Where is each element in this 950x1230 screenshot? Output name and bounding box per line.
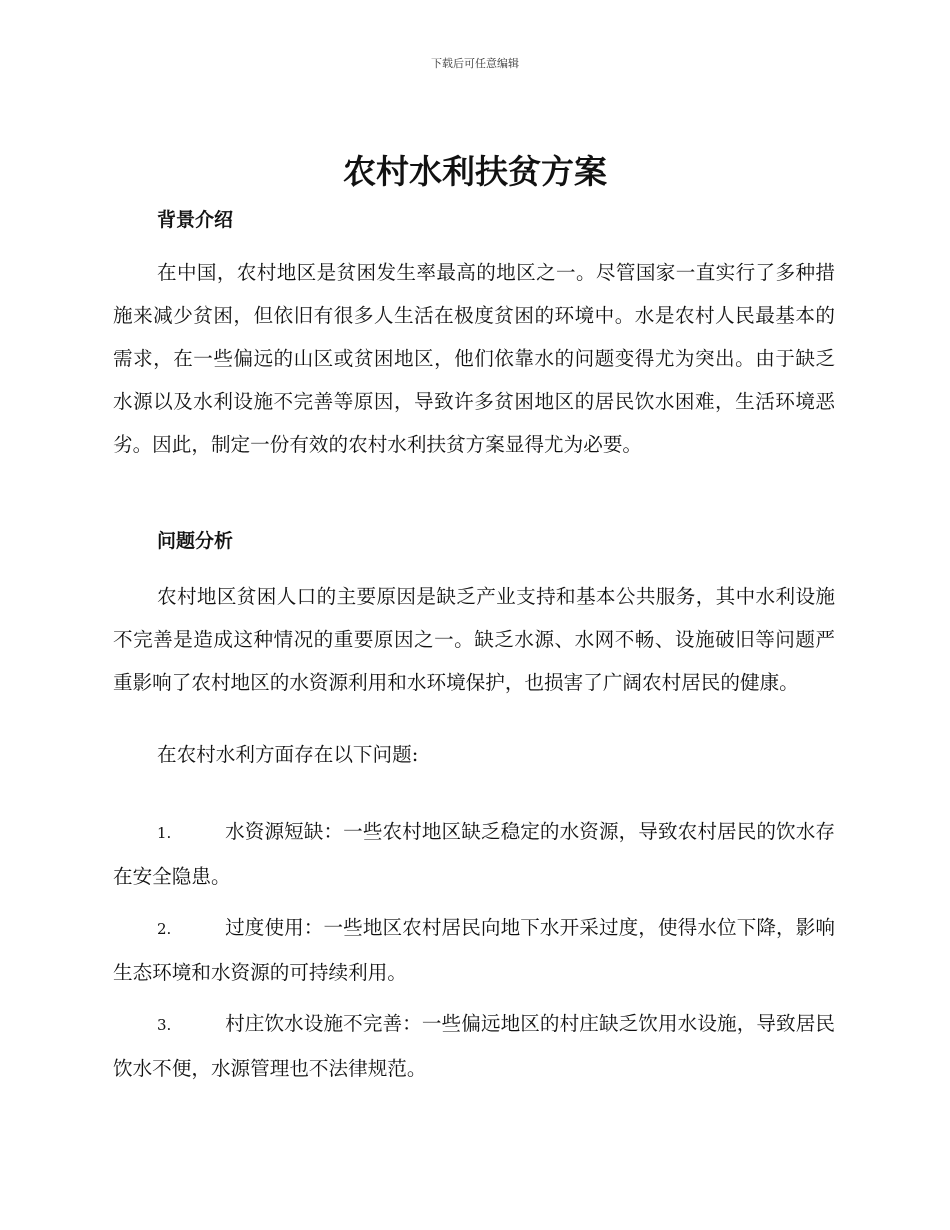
list-item-text: 水资源短缺：一些农村地区缺乏稳定的水资源，导致农村居民的饮水存在安全隐患。 [113,820,835,888]
list-item-number: 1. [157,824,172,842]
list-item [113,1002,835,1090]
header-note: 下载后可任意编辑 [431,57,519,70]
list-item [113,810,835,898]
section-heading-background: 背景介绍 [157,209,234,231]
paragraph-analysis: 农村地区贫困人口的主要原因是缺乏产业支持和基本公共服务，其中水利设施不完善是造成这种情况的重要原因之一。缺乏水源、水网不畅、设施破旧等问题严重影响了农村地区的水资源利用和水环境保护，也损害了广阔农村居民的健康。 [113,585,835,694]
list-item-text: 过度使用：一些地区农村居民向地下水开采过度，使得水位下降，影响生态环境和水资源的可持续利用。 [113,916,835,984]
list-item [113,906,835,994]
paragraph-list-intro: 在农村水利方面存在以下问题: [157,743,419,766]
paragraph-background: 在中国，农村地区是贫困发生率最高的地区之一。尽管国家一直实行了多种措施来减少贫困，但依旧有很多人生活在极度贫困的环境中。水是农村人民最基本的需求，在一些偏远的山区或贫困地区，他们依靠水的问题变得尤为突出。由于缺乏水源以及水利设施不完善等原因，导致许多贫困地区的居民饮水困难，生活环境恶劣。因此，制定一份有效的农村水利扶贫方案显得尤为必要。 [113,261,835,456]
list-item-text: 村庄饮水设施不完善：一些偏远地区的村庄缺乏饮用水设施，导致居民饮水不便，水源管理也不法律规范。 [113,1012,835,1080]
section-heading-analysis: 问题分析 [157,530,234,552]
list-item-number: 3. [157,1016,172,1034]
list-item-number: 2. [157,920,172,938]
document-title: 农村水利扶贫方案 [343,152,607,191]
